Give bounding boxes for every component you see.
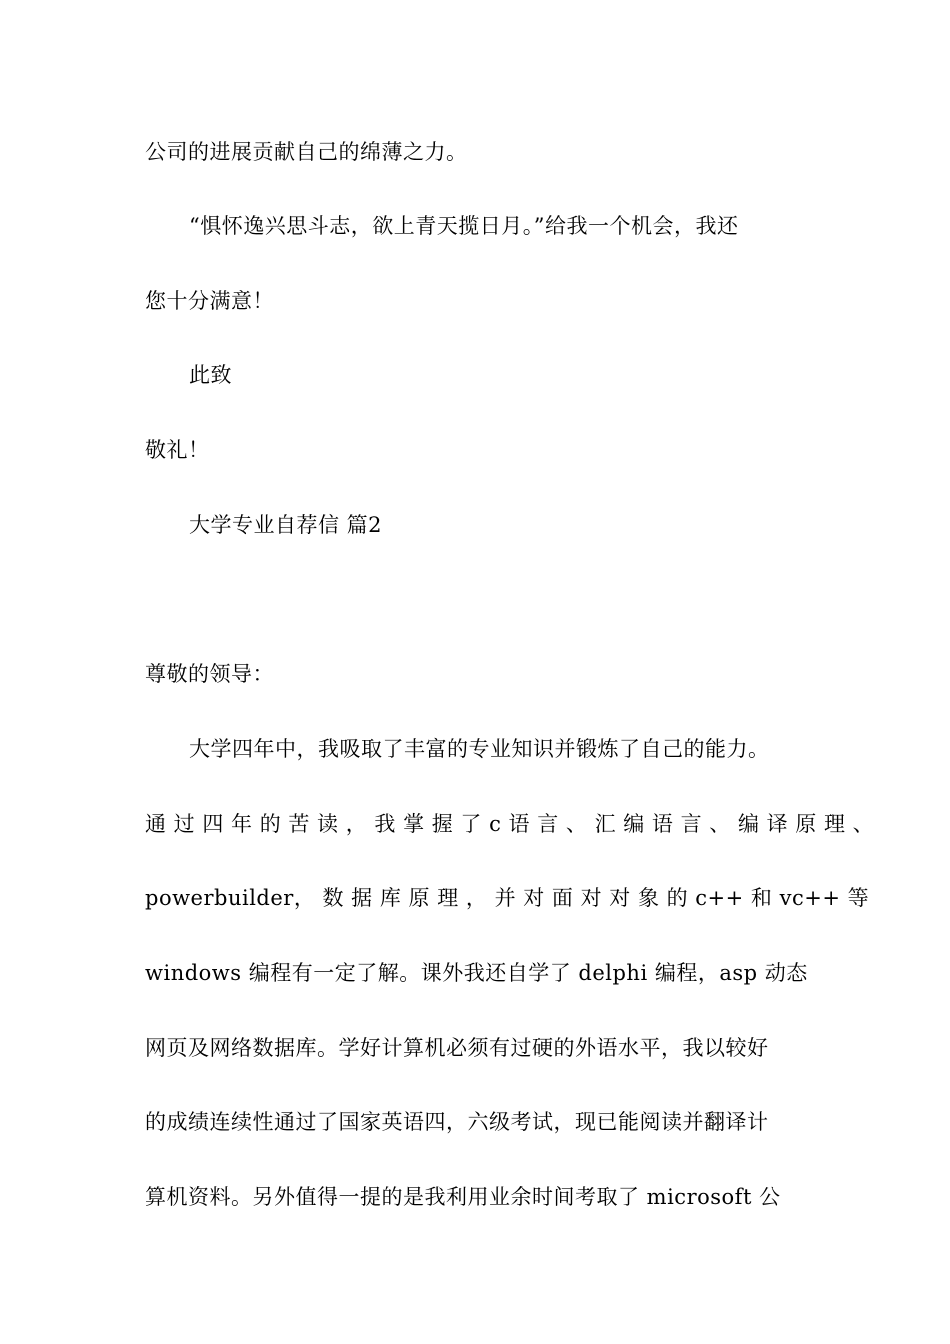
closing-salutation: 敬礼！: [145, 438, 210, 462]
paragraph-line: 通 过 四 年 的 苦 读 ， 我 掌 握 了 c 语 言 、 汇 编 语 言 、 编 译 原 理 、: [145, 812, 875, 836]
paragraph-line: powerbuilder， 数 据 库 原 理 ， 并 对 面 对 对 象 的 c++ 和 vc++ 等: [145, 886, 870, 910]
paragraph-line: 网页及网络数据库。学好计算机必须有过硬的外语水平，我以较好: [145, 1036, 769, 1060]
quote-line: “惧怀逸兴思斗志，欲上青天揽日月。”给我一个机会，我还: [189, 214, 739, 238]
paragraph-line: 算机资料。另外值得一提的是我利用业余时间考取了 microsoft 公: [145, 1185, 781, 1209]
paragraph-line: windows 编程有一定了解。课外我还自学了 delphi 编程，asp 动态: [145, 961, 808, 985]
closing-phrase: 此致: [189, 363, 232, 387]
greeting: 尊敬的领导：: [145, 662, 274, 686]
section-title: 大学专业自荐信 篇2: [189, 513, 383, 537]
paragraph-line: 您十分满意！: [145, 289, 274, 313]
paragraph-line: 大学四年中，我吸取了丰富的专业知识并锻炼了自己的能力。: [189, 737, 770, 761]
paragraph-line: 的成绩连续性通过了国家英语四，六级考试，现已能阅读并翻译计: [145, 1110, 769, 1134]
paragraph-line: 公司的进展贡献自己的绵薄之力。: [145, 140, 468, 164]
